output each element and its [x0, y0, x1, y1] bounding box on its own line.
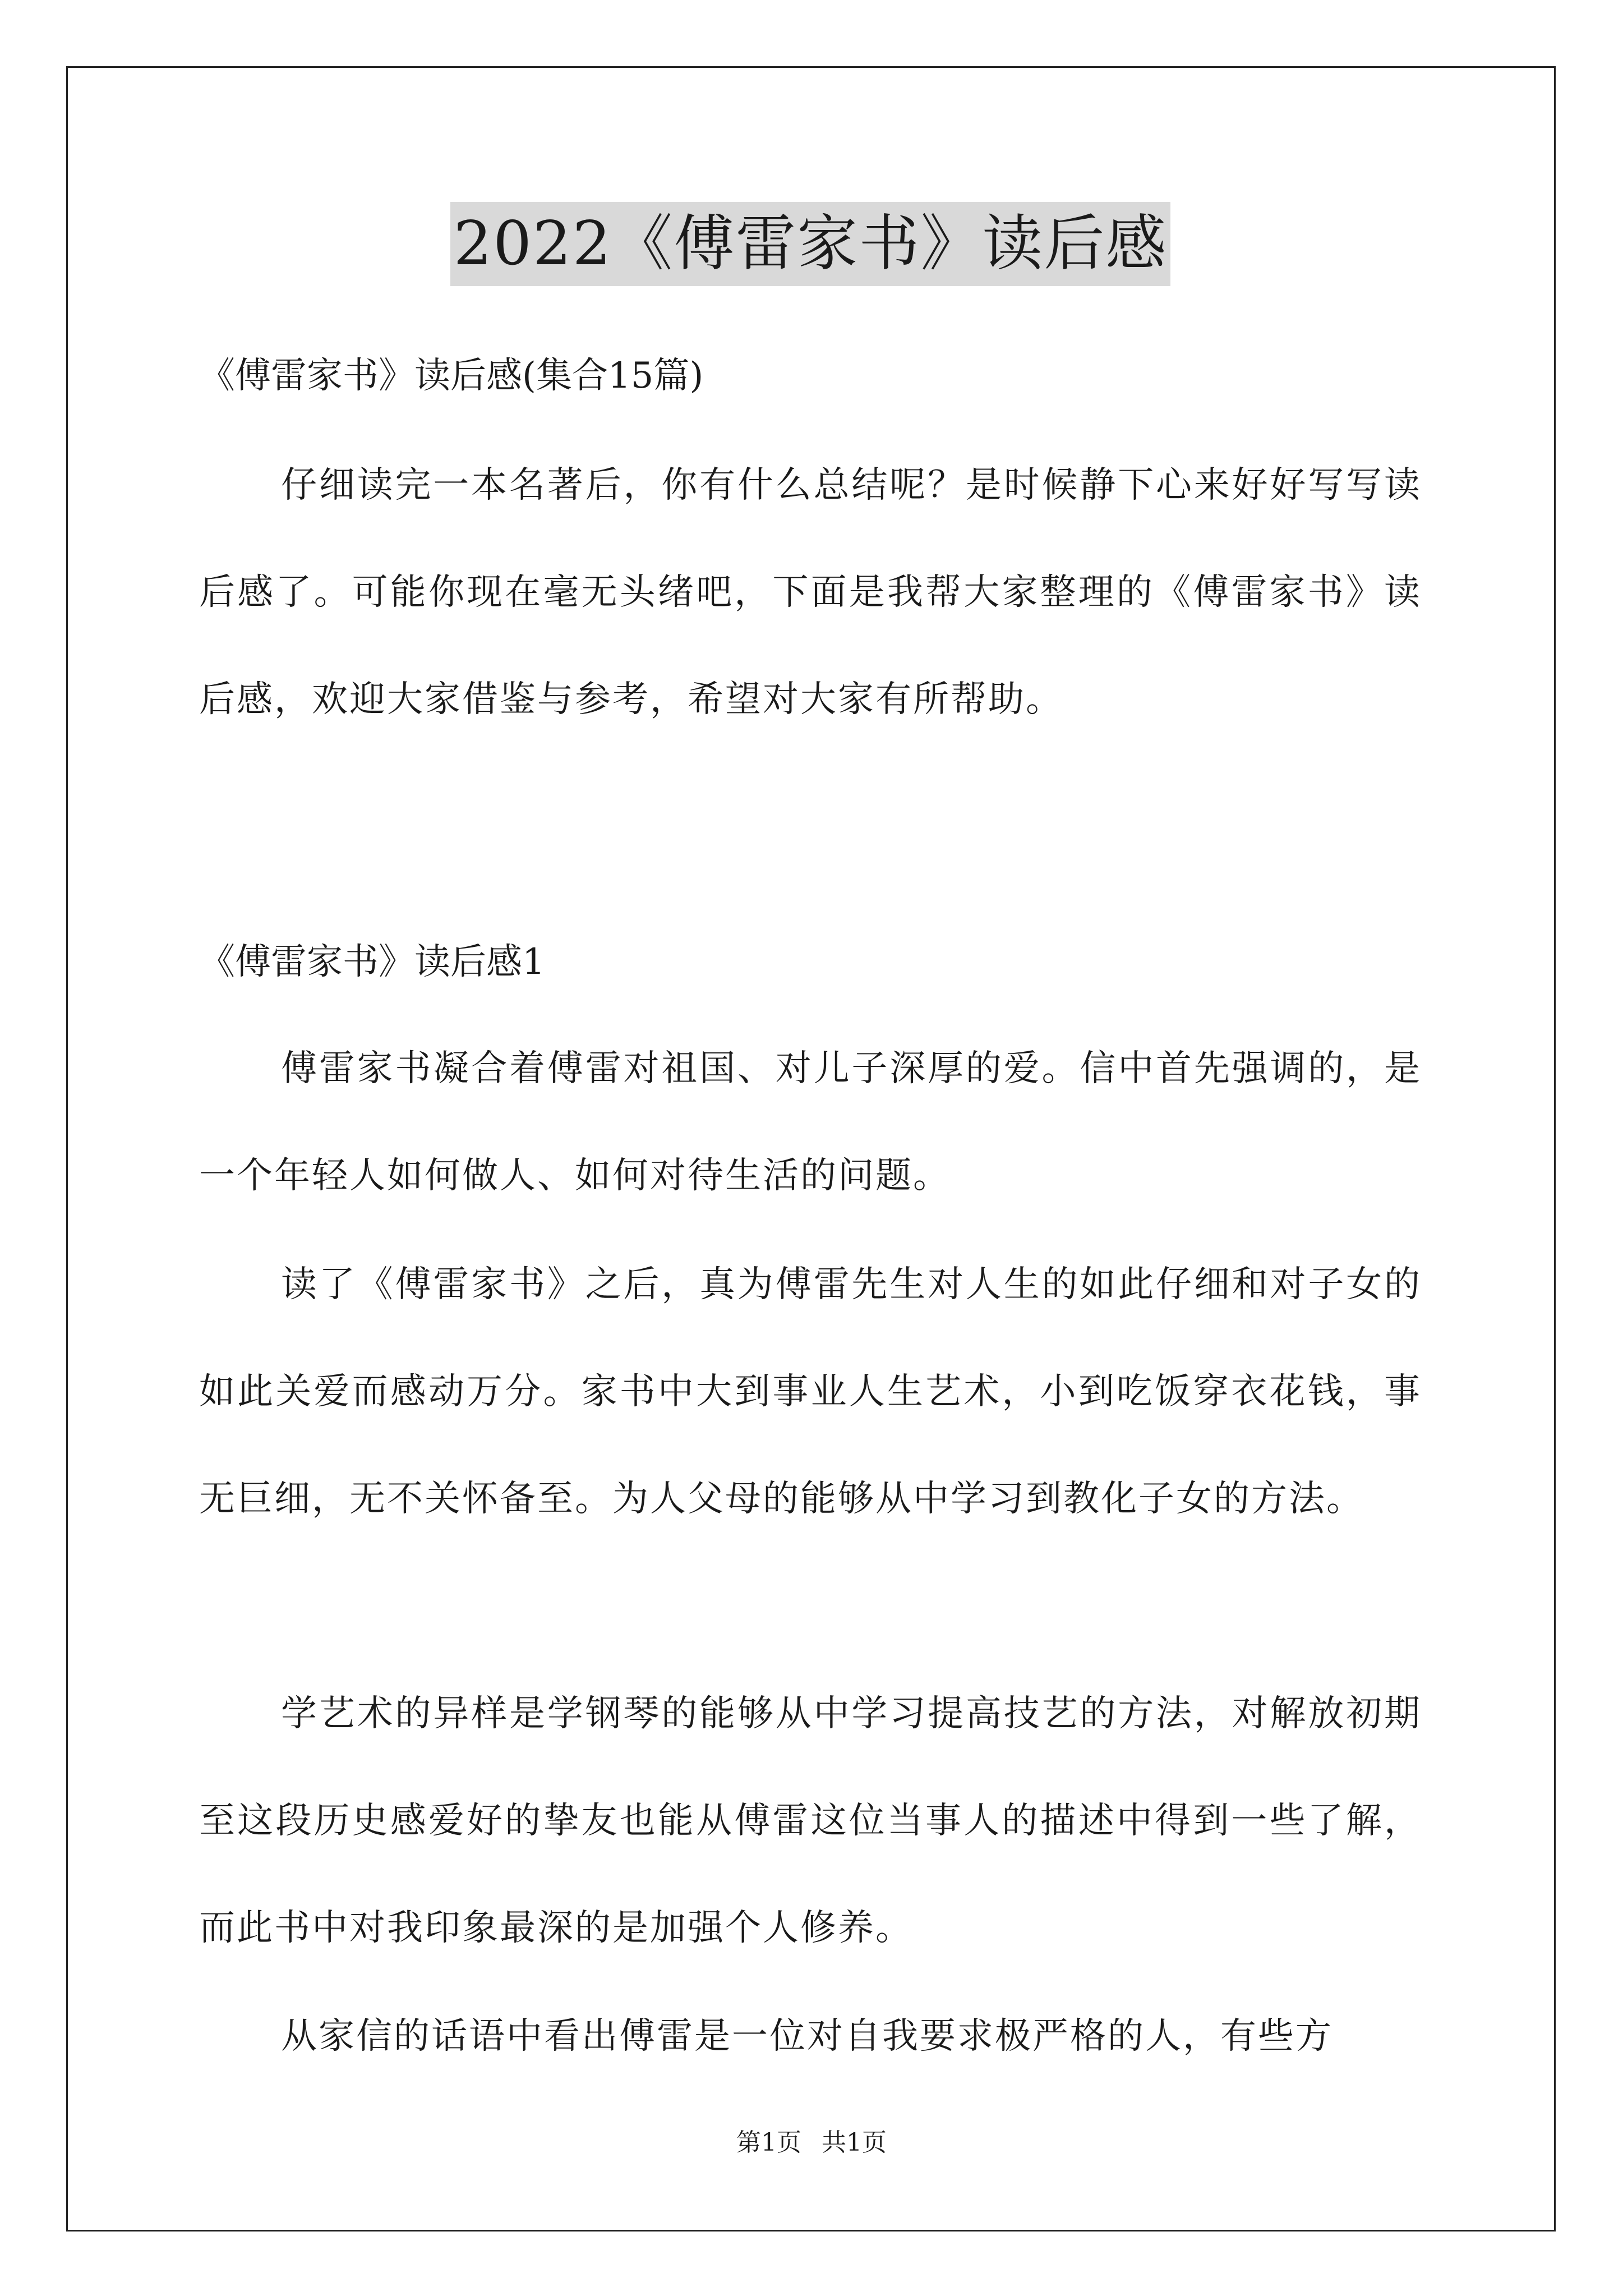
section-paragraph-4: 从家信的话语中看出傅雷是一位对自我要求极严格的人，有些方 — [281, 2016, 1333, 2057]
section-heading: 《傅雷家书》读后感1 — [199, 941, 545, 983]
page-total: 共1页 — [822, 2128, 887, 2157]
section-paragraph-3: 学艺术的异样是学钢琴的能够从中学习提高技艺的方法，对解放初期至这段历史感爱好的挚友也能从傅雷这位当事人的描述中得到一些了解，而此书中对我印象最深的是加强个人修养。 — [199, 1693, 1422, 1949]
title-wrap — [199, 202, 1422, 286]
intro-paragraph: 仔细读完一本名著后，你有什么总结呢？是时候静下心来好好写写读后感了。可能你现在毫无头绪吧，下面是我帮大家整理的《傅雷家书》读后感，欢迎大家借鉴与参考，希望对大家有所帮助。 — [199, 464, 1422, 720]
page-footer — [0, 2126, 1623, 2160]
document-title: 2022《傅雷家书》读后感 — [450, 202, 1171, 286]
document-subtitle: 《傅雷家书》读后感(集合15篇) — [199, 355, 704, 397]
section-paragraph-2: 读了《傅雷家书》之后，真为傅雷先生对人生的如此仔细和对子女的如此关爱而感动万分。家书中大到事业人生艺术，小到吃饭穿衣花钱，事无巨细，无不关怀备至。为人父母的能够从中学习到教化子女的方法。 — [199, 1264, 1422, 1520]
page-number: 第1页 — [736, 2128, 801, 2157]
section-paragraph-1: 傅雷家书凝合着傅雷对祖国、对儿子深厚的爱。信中首先强调的，是一个年轻人如何做人、如何对待生活的问题。 — [199, 1048, 1422, 1197]
